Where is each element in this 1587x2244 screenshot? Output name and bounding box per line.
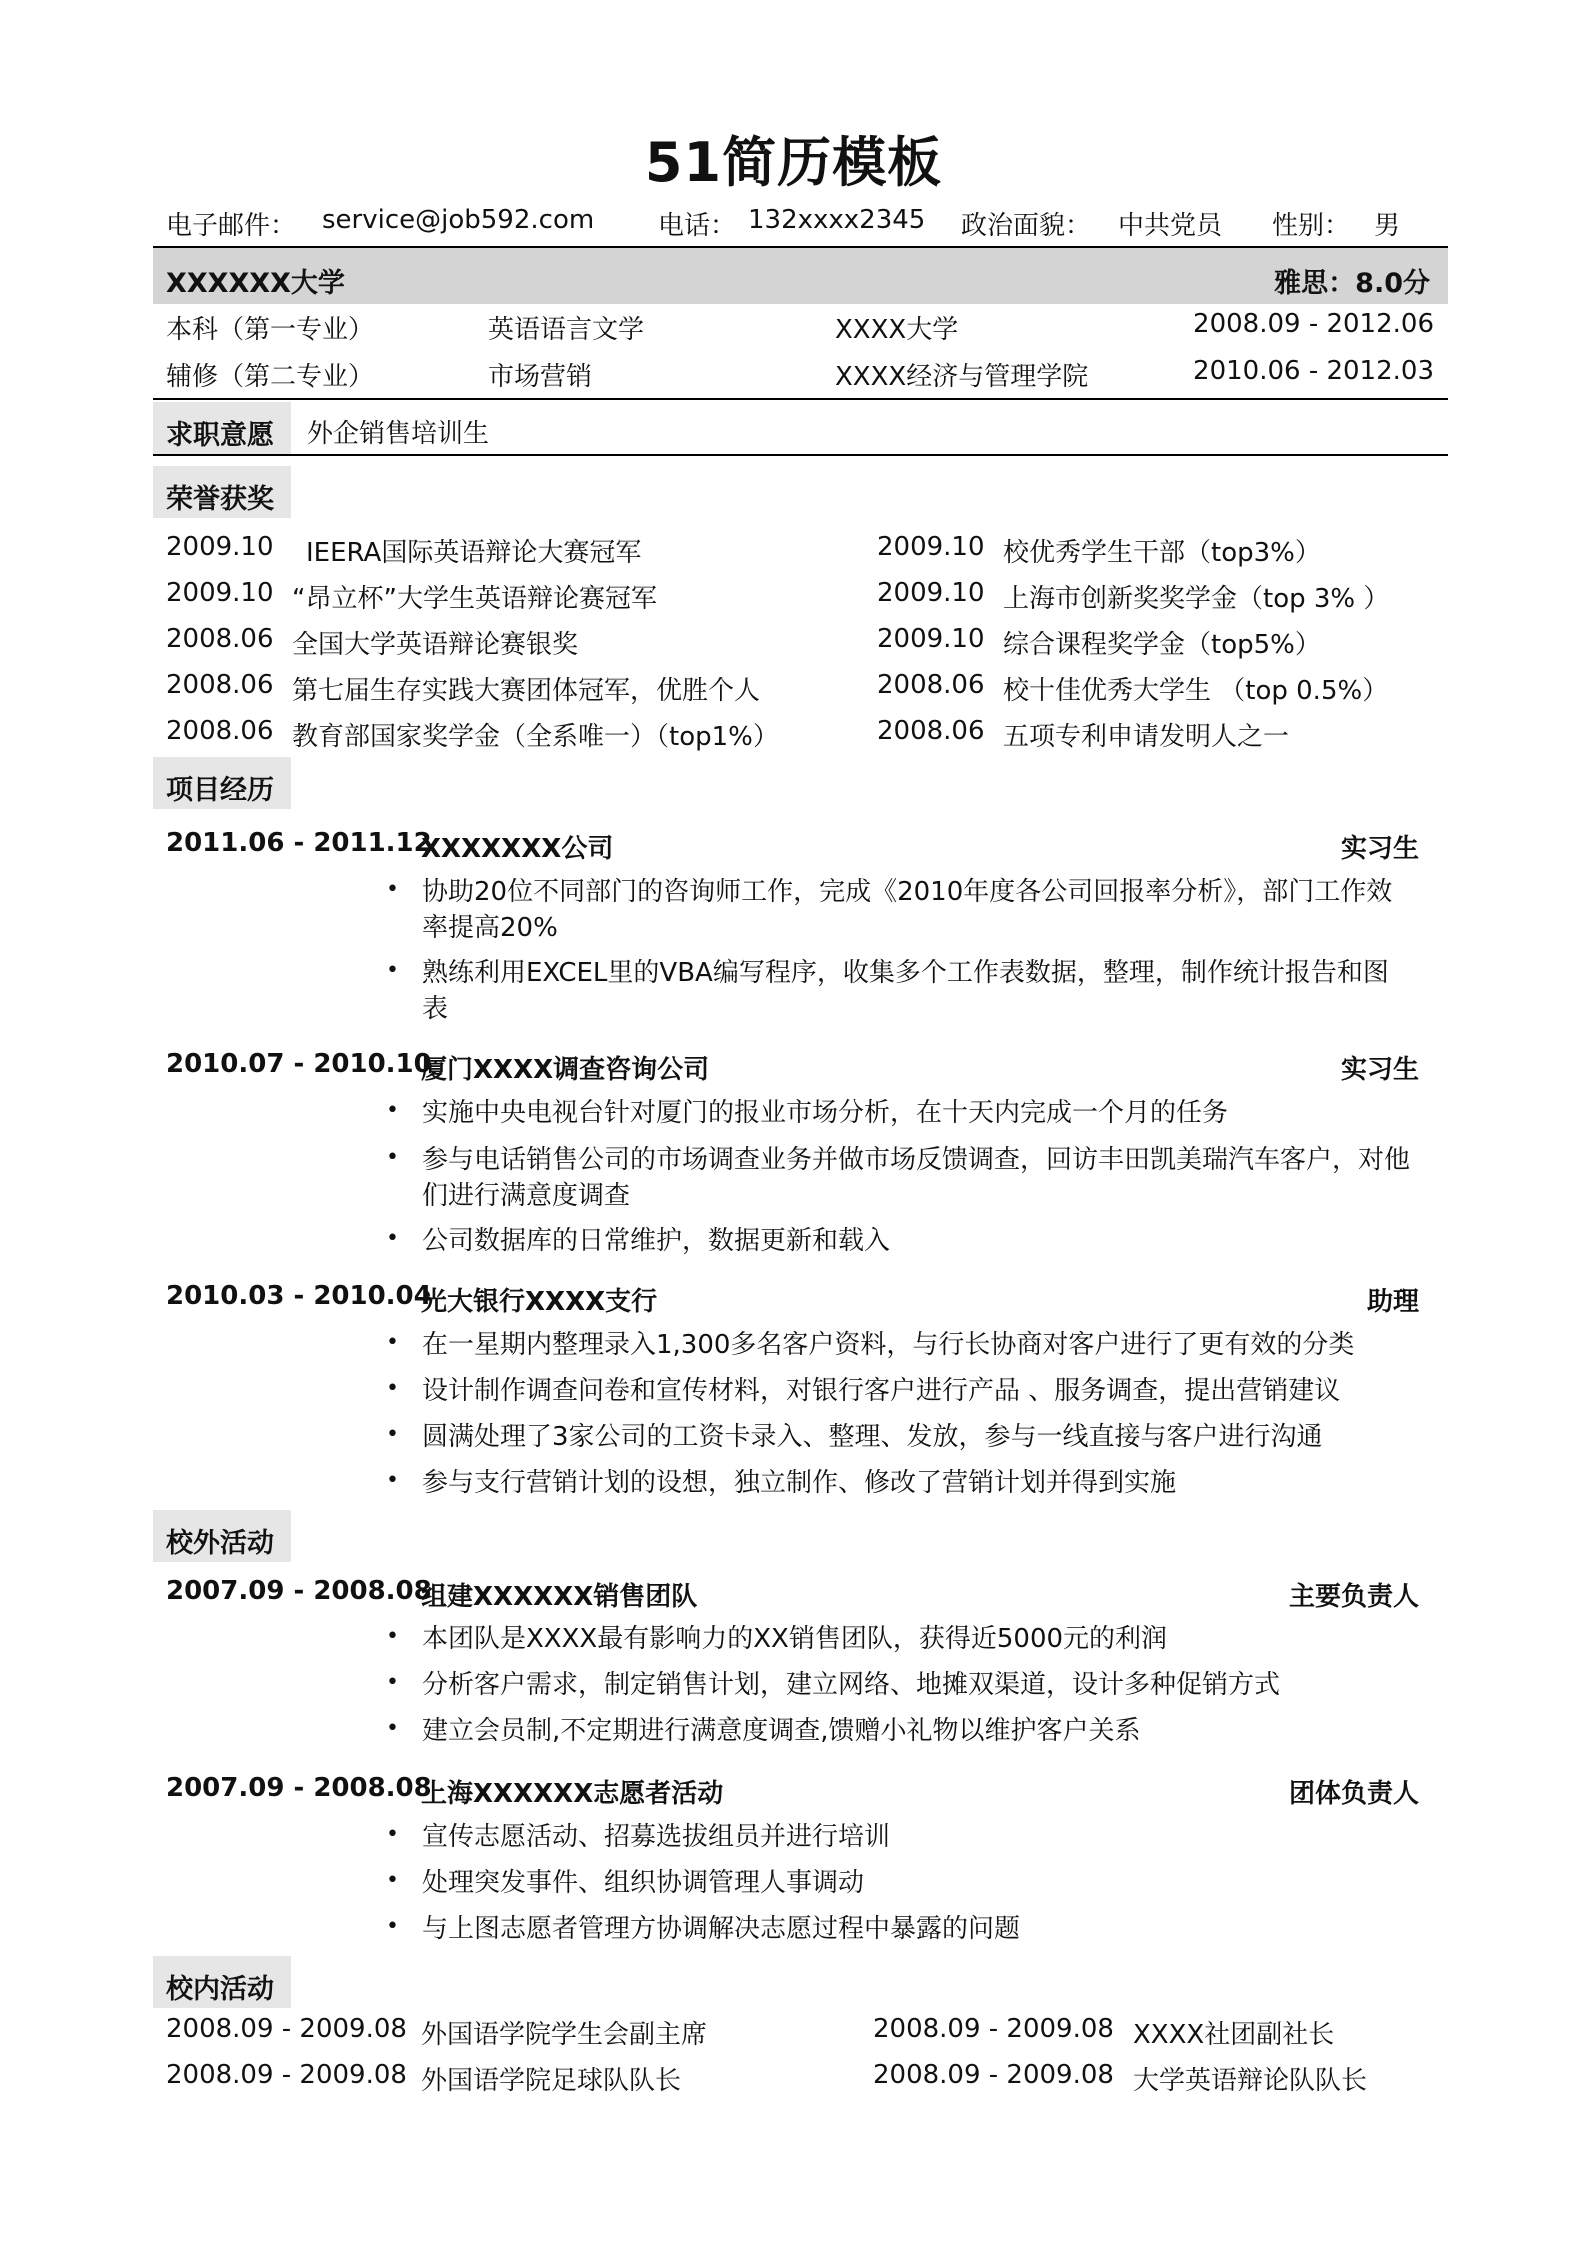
email-value: service@job592.com bbox=[322, 205, 595, 235]
campus-date: 2008.09 - 2009.08 bbox=[873, 2060, 1114, 2090]
politics-label: 政治面貌： bbox=[961, 211, 1092, 241]
project-bullet: 实施中央电视台针对厦门的报业市场分析，在十天内完成一个月的任务 bbox=[422, 1098, 1229, 1128]
honors-label: 荣誉获奖 bbox=[166, 484, 274, 515]
project-bullet: 们进行满意度调查 bbox=[422, 1181, 631, 1211]
campus-item: 大学英语辩论队队长 bbox=[1133, 2066, 1368, 2096]
project-bullet: 参与支行营销计划的设想，独立制作、修改了营销计划并得到实施 bbox=[422, 1468, 1177, 1498]
project-bullet: 公司数据库的日常维护，数据更新和载入 bbox=[422, 1226, 891, 1256]
bullet-dot: • bbox=[386, 1226, 399, 1251]
honor-date: 2008.06 bbox=[877, 670, 985, 700]
education-school: XXXXXX大学 bbox=[166, 268, 345, 299]
project-bullet: 设计制作调查问卷和宣传材料，对银行客户进行产品 、服务调查，提出营销建议 bbox=[422, 1376, 1341, 1406]
gender-label: 性别： bbox=[1272, 211, 1351, 241]
honor-date: 2009.10 bbox=[877, 532, 985, 562]
bullet-dot: • bbox=[386, 1330, 399, 1355]
objective-label: 求职意愿 bbox=[166, 420, 274, 451]
honor-text: 校十佳优秀大学生 （top 0.5%） bbox=[1003, 676, 1389, 706]
bullet-dot: • bbox=[386, 1376, 399, 1401]
activity-role: 团体负责人 bbox=[1288, 1779, 1419, 1809]
campus-item: 外国语学院学生会副主席 bbox=[421, 2020, 708, 2050]
honor-text: IEERA国际英语辩论大赛冠军 bbox=[306, 538, 642, 568]
campus-label: 校内活动 bbox=[166, 1974, 274, 2005]
external-label: 校外活动 bbox=[166, 1528, 274, 1559]
edu-school-1: XXXX大学 bbox=[835, 315, 959, 345]
project-bullet: 协助20位不同部门的咨询师工作，完成《2010年度各公司回报率分析》，部门工作效 bbox=[422, 877, 1393, 907]
honor-date: 2009.10 bbox=[877, 624, 985, 654]
bullet-dot: • bbox=[386, 1822, 399, 1847]
bullet-dot: • bbox=[386, 1670, 399, 1695]
projects-label: 项目经历 bbox=[166, 775, 274, 806]
activity-bullet: 宣传志愿活动、招募选拔组员并进行培训 bbox=[422, 1822, 891, 1852]
email-label: 电子邮件： bbox=[166, 211, 297, 241]
edu-degree-1: 本科（第一专业） bbox=[166, 315, 375, 345]
honor-date: 2008.06 bbox=[877, 716, 985, 746]
bullet-dot: • bbox=[386, 1098, 399, 1123]
honor-text: 校优秀学生干部（top3%） bbox=[1003, 538, 1321, 568]
edu-school-2: XXXX经济与管理学院 bbox=[835, 362, 1089, 392]
bullet-dot: • bbox=[386, 1145, 399, 1170]
honor-text: 教育部国家奖学金（全系唯一）（top1%） bbox=[292, 722, 779, 752]
project-period: 2010.03 - 2010.04 bbox=[166, 1281, 432, 1311]
activity-period: 2007.09 - 2008.08 bbox=[166, 1773, 432, 1803]
project-org: 光大银行XXXX支行 bbox=[421, 1287, 658, 1317]
activity-period: 2007.09 - 2008.08 bbox=[166, 1576, 432, 1606]
objective-bottom-rule bbox=[153, 454, 1448, 456]
honor-text: 上海市创新奖奖学金（top 3% ） bbox=[1003, 584, 1390, 614]
project-bullet: 表 bbox=[422, 994, 449, 1024]
activity-org: 组建XXXXXX销售团队 bbox=[421, 1582, 698, 1612]
edu-major-2: 市场营销 bbox=[488, 362, 593, 392]
bullet-dot: • bbox=[386, 877, 399, 902]
honor-text: 全国大学英语辩论赛银奖 bbox=[292, 630, 579, 660]
bullet-dot: • bbox=[386, 1868, 399, 1893]
objective-top-rule bbox=[153, 398, 1448, 400]
project-bullet: 圆满处理了3家公司的工资卡录入、整理、发放，参与一线直接与客户进行沟通 bbox=[422, 1422, 1323, 1452]
honor-date: 2008.06 bbox=[166, 624, 274, 654]
project-bullet: 在一星期内整理录入1,300多名客户资料，与行长协商对客户进行了更有效的分类 bbox=[422, 1330, 1355, 1360]
campus-date: 2008.09 - 2009.08 bbox=[166, 2014, 407, 2044]
honor-date: 2009.10 bbox=[166, 532, 274, 562]
phone-label: 电话： bbox=[658, 211, 737, 241]
project-org: XXXXXXX公司 bbox=[421, 834, 614, 864]
gender-value: 男 bbox=[1374, 211, 1401, 241]
objective-value: 外企销售培训生 bbox=[307, 419, 490, 449]
bullet-dot: • bbox=[386, 1716, 399, 1741]
campus-item: XXXX社团副社长 bbox=[1133, 2020, 1335, 2050]
honor-text: “昂立杯”大学生英语辩论赛冠军 bbox=[292, 584, 657, 614]
campus-date: 2008.09 - 2009.08 bbox=[873, 2014, 1114, 2044]
activity-role: 主要负责人 bbox=[1288, 1582, 1419, 1612]
ielts-score: 雅思：8.0分 bbox=[1274, 268, 1430, 299]
edu-major-1: 英语语言文学 bbox=[488, 315, 645, 345]
edu-period-2: 2010.06 - 2012.03 bbox=[1193, 356, 1434, 386]
bullet-dot: • bbox=[386, 1468, 399, 1493]
edu-period-1: 2008.09 - 2012.06 bbox=[1193, 309, 1434, 339]
campus-date: 2008.09 - 2009.08 bbox=[166, 2060, 407, 2090]
project-period: 2010.07 - 2010.10 bbox=[166, 1049, 432, 1079]
project-bullet: 参与电话销售公司的市场调查业务并做市场反馈调查，回访丰田凯美瑞汽车客户，对他 bbox=[422, 1145, 1411, 1175]
honor-date: 2009.10 bbox=[877, 578, 985, 608]
campus-item: 外国语学院足球队队长 bbox=[421, 2066, 682, 2096]
honor-date: 2008.06 bbox=[166, 716, 274, 746]
activity-bullet: 本团队是XXXX最有影响力的XX销售团队，获得近5000元的利润 bbox=[422, 1624, 1168, 1654]
resume-title: 51简历模板 bbox=[644, 131, 943, 194]
edu-degree-2: 辅修（第二专业） bbox=[166, 362, 375, 392]
project-role: 实习生 bbox=[1340, 1055, 1419, 1085]
honor-date: 2008.06 bbox=[166, 670, 274, 700]
project-org: 厦门XXXX调查咨询公司 bbox=[421, 1055, 710, 1085]
project-role: 助理 bbox=[1366, 1287, 1419, 1317]
bullet-dot: • bbox=[386, 1422, 399, 1447]
phone-value: 132xxxx2345 bbox=[748, 205, 926, 235]
bullet-dot: • bbox=[386, 1624, 399, 1649]
honor-text: 五项专利申请发明人之一 bbox=[1003, 722, 1290, 752]
politics-value: 中共党员 bbox=[1118, 211, 1223, 241]
project-role: 实习生 bbox=[1340, 834, 1419, 864]
honor-text: 综合课程奖学金（top5%） bbox=[1003, 630, 1321, 660]
honor-date: 2009.10 bbox=[166, 578, 274, 608]
bullet-dot: • bbox=[386, 958, 399, 983]
project-bullet: 率提高20% bbox=[422, 913, 558, 943]
bullet-dot: • bbox=[386, 1914, 399, 1939]
activity-org: 上海XXXXXX志愿者活动 bbox=[421, 1779, 724, 1809]
activity-bullet: 分析客户需求，制定销售计划，建立网络、地摊双渠道，设计多种促销方式 bbox=[422, 1670, 1281, 1700]
project-bullet: 熟练利用EXCEL里的VBA编写程序，收集多个工作表数据，整理，制作统计报告和图 bbox=[422, 958, 1389, 988]
activity-bullet: 与上图志愿者管理方协调解决志愿过程中暴露的问题 bbox=[422, 1914, 1021, 1944]
project-period: 2011.06 - 2011.12 bbox=[166, 828, 432, 858]
activity-bullet: 建立会员制,不定期进行满意度调查,馈赠小礼物以维护客户关系 bbox=[422, 1716, 1141, 1746]
honor-text: 第七届生存实践大赛团体冠军，优胜个人 bbox=[292, 676, 761, 706]
activity-bullet: 处理突发事件、组织协调管理人事调动 bbox=[422, 1868, 865, 1898]
